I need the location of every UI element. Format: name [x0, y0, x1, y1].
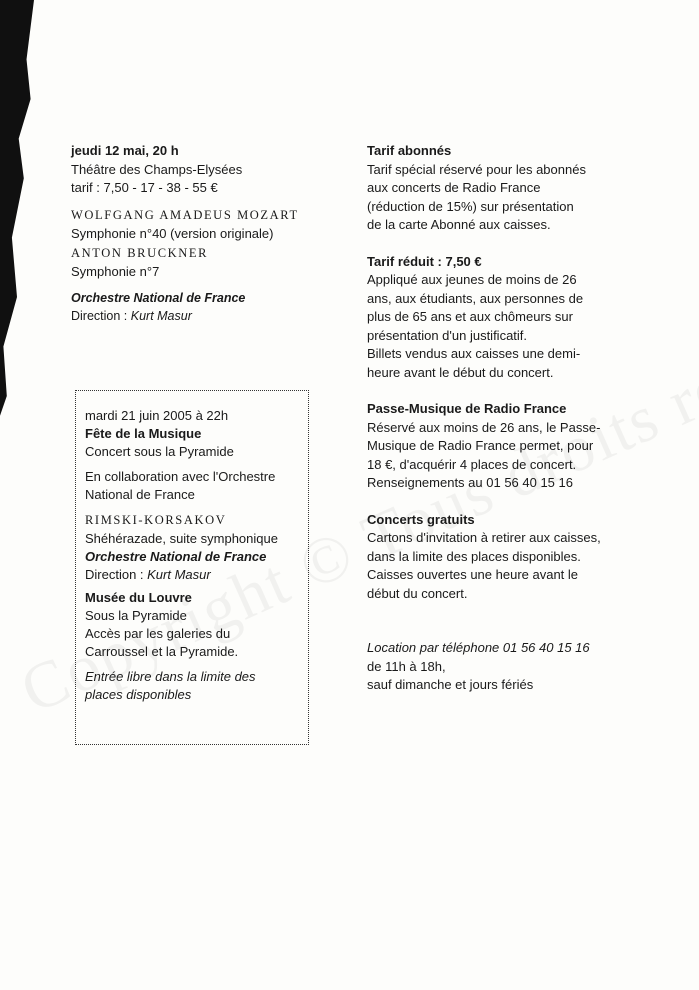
event-place: Concert sous la Pyramide — [85, 444, 234, 459]
concert-tariff: tarif : 7,50 - 17 - 38 - 55 € — [71, 180, 218, 195]
section-text: Tarif spécial réservé pour les abonnés — [367, 161, 586, 177]
conductor-name: Kurt Masur — [147, 567, 211, 582]
section-text: heure avant le début du concert. — [367, 364, 554, 380]
section-text: aux concerts de Radio France — [367, 180, 541, 195]
composer-name: WOLFGANG AMADEUS MOZART — [71, 207, 299, 222]
collaboration-text: En collaboration avec l'Orchestre — [85, 469, 276, 484]
section-text: 18 €, d'acquérir 4 places de concert. — [367, 456, 577, 472]
section-text: de la carte Abonné aux caisses. — [367, 217, 551, 232]
section-text: Réservé aux moins de 26 ans, le Passe- — [367, 419, 601, 435]
section-title: Passe-Musique de Radio France — [367, 401, 567, 416]
section-text: dans la limite des places disponibles. — [367, 548, 581, 564]
work-title: Symphonie n°7 — [71, 264, 160, 279]
torn-page-edge — [0, 0, 34, 990]
location-hours: de 11h à 18h, — [367, 658, 446, 674]
entry-note: places disponibles — [85, 687, 192, 702]
location-exceptions: sauf dimanche et jours fériés — [367, 677, 534, 692]
direction-label: Direction : — [85, 567, 148, 582]
section-title: Tarif abonnés — [367, 143, 452, 158]
event-title: Fête de la Musique — [85, 426, 202, 441]
section-text: plus de 65 ans et aux chômeurs sur — [367, 309, 573, 324]
entry-note: Entrée libre dans la limite des — [85, 669, 256, 684]
venue-title: Musée du Louvre — [85, 590, 192, 605]
orchestra-name: Orchestre National de France — [85, 549, 267, 564]
section-text: Cartons d'invitation à retirer aux caisses, — [367, 530, 601, 545]
section-location — [367, 639, 667, 695]
pricing-info — [367, 142, 667, 695]
venue-detail: Carroussel et la Pyramide. — [85, 644, 239, 659]
event-date: mardi 21 juin 2005 à 22h — [85, 408, 229, 423]
concert-date: jeudi 12 mai, 20 h — [71, 143, 179, 158]
location-phone: Location par téléphone 01 56 40 15 16 — [367, 640, 590, 655]
composer-name: ANTON BRUCKNER — [71, 246, 209, 260]
concert-venue: Théâtre des Champs-Elysées — [71, 161, 243, 177]
direction-label: Direction : — [71, 309, 131, 323]
composer-name: RIMSKI-KORSAKOV — [85, 513, 227, 527]
section-text: Appliqué aux jeunes de moins de 26 — [367, 272, 577, 287]
section-text: (réduction de 15%) sur présentation — [367, 198, 574, 214]
concert-listing — [71, 142, 351, 326]
section-title: Concerts gratuits — [367, 511, 475, 527]
direction-line — [85, 566, 308, 584]
section-concerts-gratuits — [367, 511, 667, 604]
collaboration-text: National de France — [85, 487, 195, 502]
orchestra-name: Orchestre National de France — [71, 290, 246, 305]
venue-detail: Sous la Pyramide — [85, 608, 187, 623]
section-text: Billets vendus aux caisses une demi- — [367, 346, 581, 361]
work-title: Shéhérazade, suite symphonique — [85, 531, 278, 546]
section-text: ans, aux étudiants, aux personnes de — [367, 290, 584, 306]
venue-detail: Accès par les galeries du — [85, 626, 231, 641]
conductor-name: Kurt Masur — [130, 309, 192, 323]
fete-musique-box — [75, 390, 309, 745]
direction-line — [71, 307, 351, 326]
section-title: Tarif réduit : 7,50 € — [367, 253, 482, 269]
section-text: début du concert. — [367, 585, 468, 601]
section-text: présentation d'un justificatif. — [367, 327, 528, 343]
section-text: Renseignements au 01 56 40 15 16 — [367, 475, 573, 490]
section-tarif-reduit — [367, 253, 667, 383]
section-text: Caisses ouvertes une heure avant le — [367, 567, 579, 582]
section-text: Musique de Radio France permet, pour — [367, 438, 594, 453]
work-title: Symphonie n°40 (version originale) — [71, 225, 274, 241]
section-passe-musique — [367, 400, 667, 493]
section-tarif-abonnes — [367, 142, 667, 235]
